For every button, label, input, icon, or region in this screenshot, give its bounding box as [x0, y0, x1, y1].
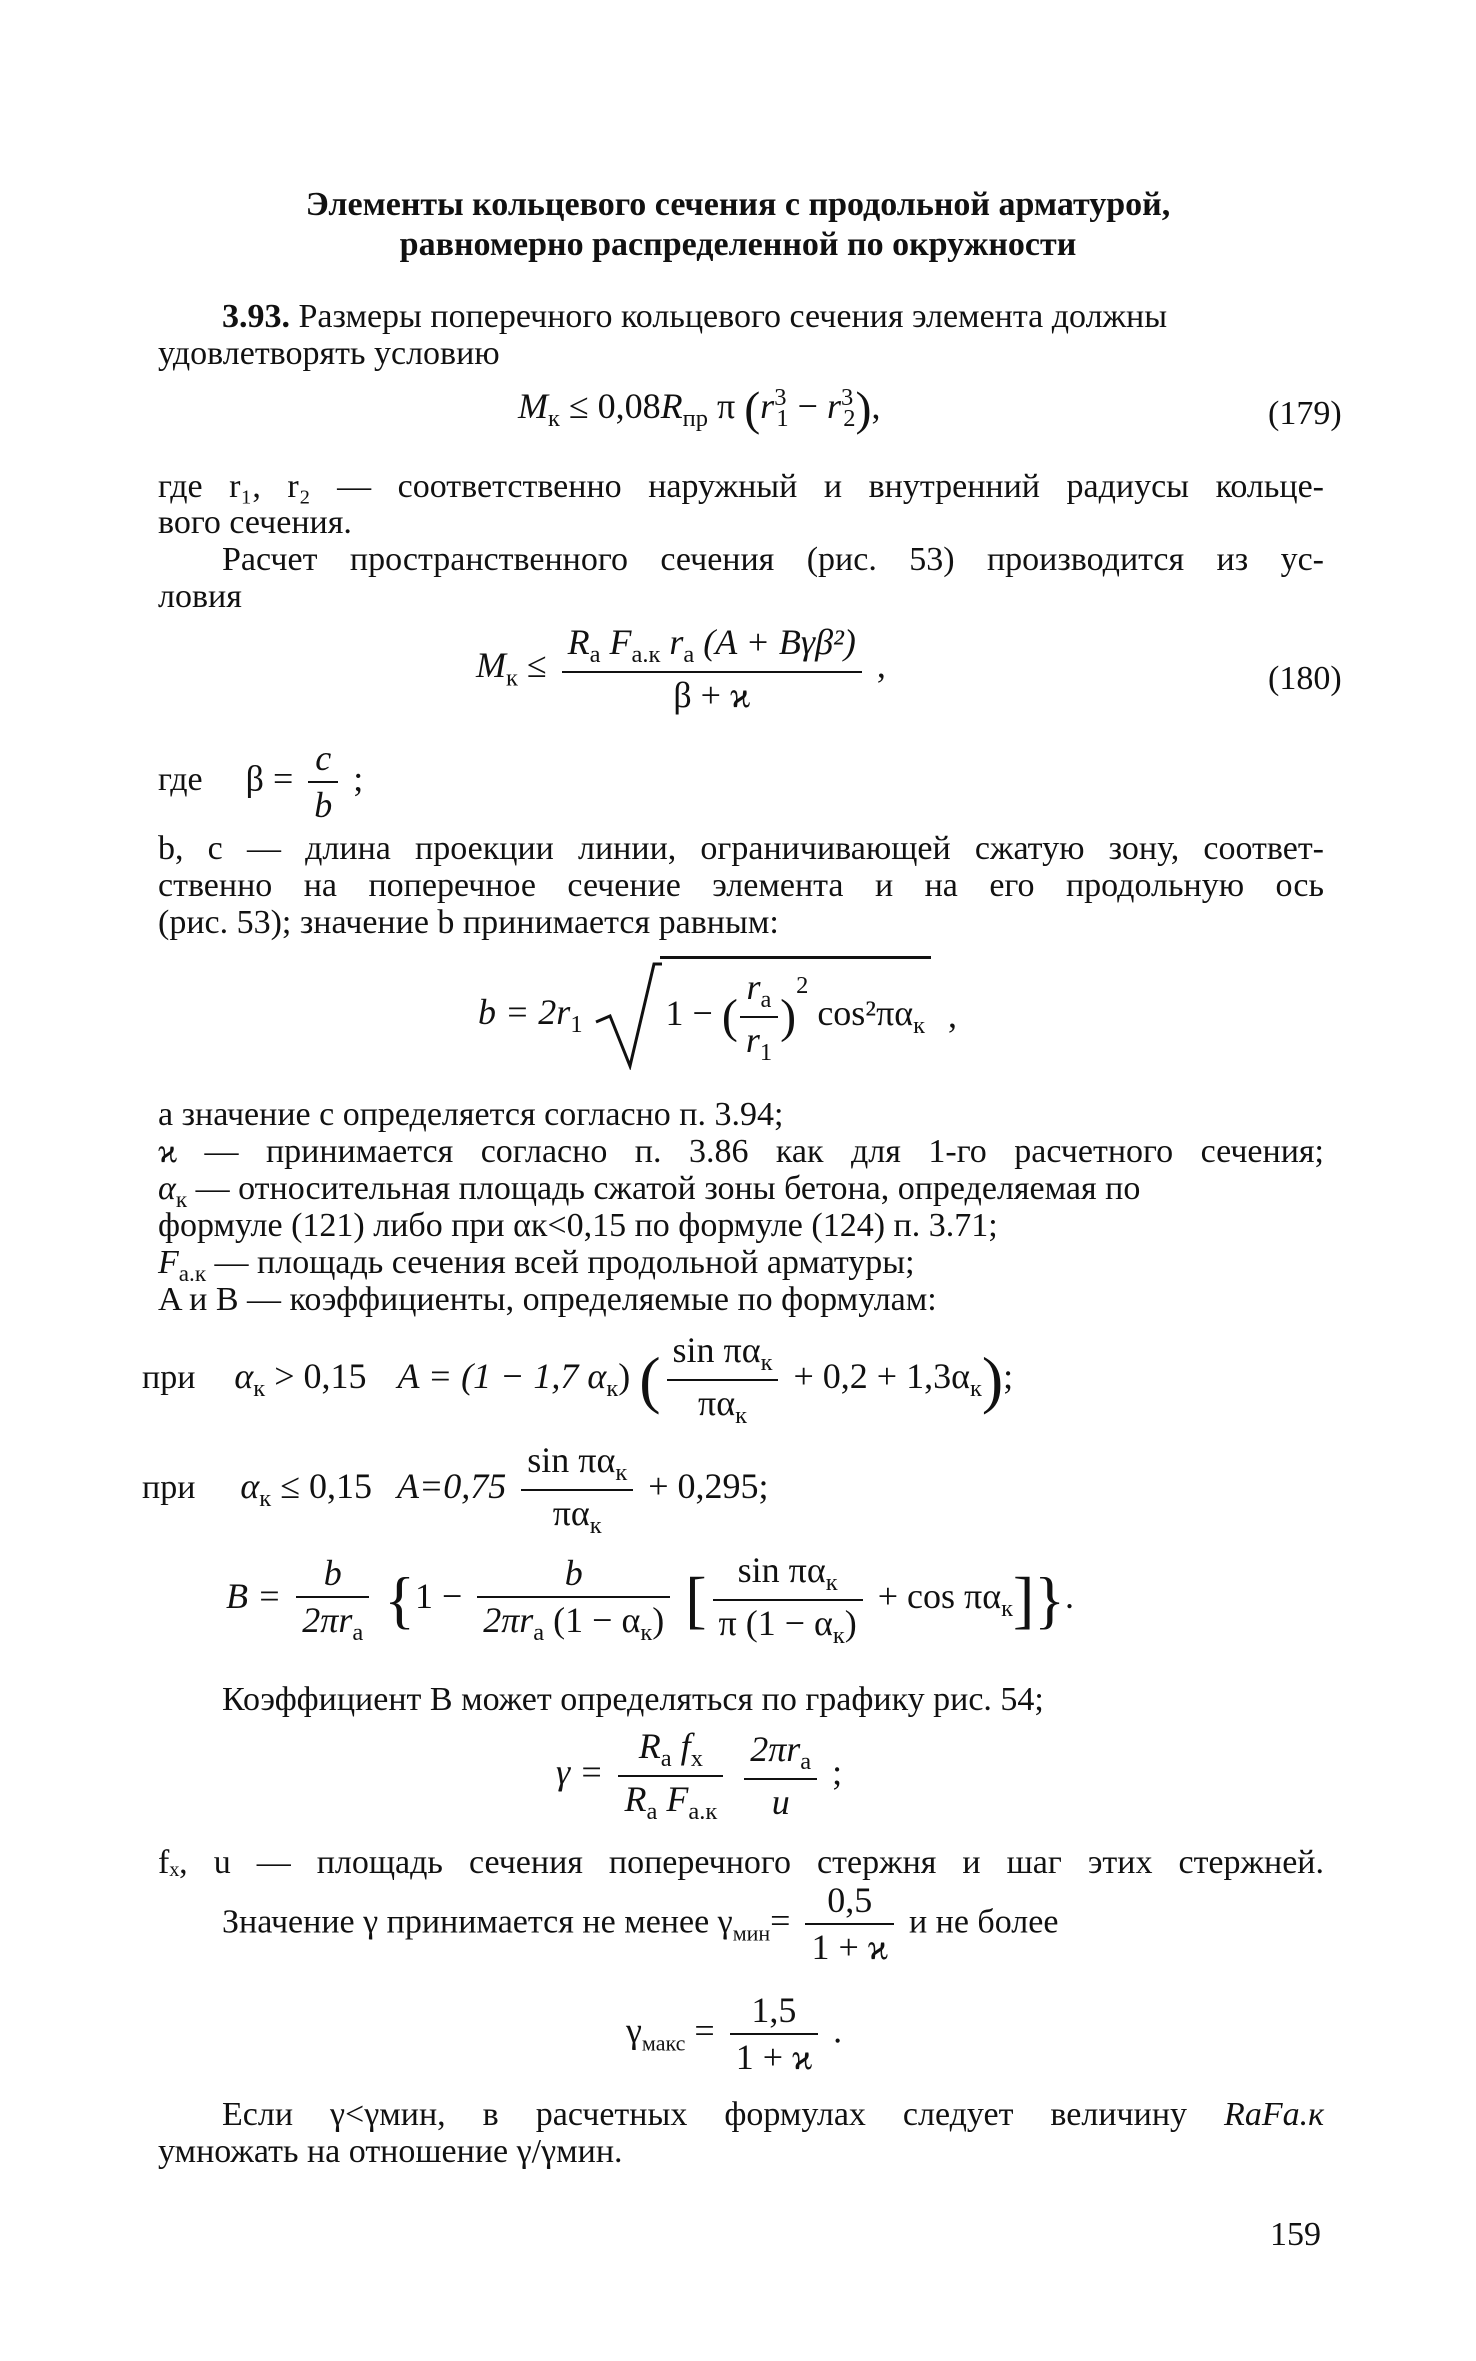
B-f2-den-rest: (1 − α: [553, 1599, 641, 1640]
eq180-num-f: F: [609, 622, 632, 662]
gamma-min-sub: мин: [732, 1920, 771, 1946]
b-ratio-den: r: [745, 1019, 760, 1060]
A1-when: при: [142, 1359, 196, 1397]
equation-gamma: [556, 1724, 842, 1828]
beta-where: где: [158, 761, 203, 799]
B-brace-open: {: [384, 1563, 415, 1635]
gamma-f1-num: R: [638, 1726, 661, 1766]
A2-cond: α: [240, 1466, 260, 1507]
def-kappa: ϰ — принимается согласно п. 3.86 как для 1-го расчетного сечения;: [158, 1133, 1324, 1170]
beta-numerator: c: [315, 738, 332, 778]
gamma-f1-den-sub: а: [646, 1797, 658, 1825]
eq179-r-sub: пр: [682, 405, 708, 433]
B-f2-den-sub2: к: [640, 1619, 653, 1647]
gamma-min-eq: =: [770, 1900, 791, 1941]
A1-cond: α: [234, 1356, 254, 1397]
fx-definition: fₓ, u — площадь сечения поперечного стержня и шаг этих стержней.: [158, 1844, 1324, 1881]
B-one-minus: 1 −: [414, 1576, 463, 1617]
eq179-paren-open: (: [744, 382, 761, 436]
gamma-min-tail: и не более: [908, 1903, 1059, 1941]
b-square: 2: [796, 971, 809, 999]
gamma-max-tail: .: [833, 2010, 843, 2051]
section-title-line-2: равномерно распределенной по окружности: [399, 226, 1077, 263]
equation-gamma-max: [626, 1988, 842, 2080]
spatial-line-1: Расчет пространственного сечения (рис. 53) производится из ус-: [222, 541, 1324, 578]
eq180-num-r: R: [567, 622, 590, 662]
equation-number-180: (180): [1268, 660, 1342, 697]
gamma-max-fraction: [730, 1988, 818, 2080]
paragraph-text: Размеры поперечного кольцевого сечения элемента должны: [298, 298, 1168, 335]
gamma-max-sub: макс: [641, 2030, 686, 2056]
gamma-max-den: 1 + ϰ: [730, 2033, 818, 2080]
final-line-1-text: Если γ<γмин, в расчетных формулах следует величину: [222, 2096, 1188, 2133]
eq179-r: R: [660, 386, 683, 426]
gamma-f1-den: R: [624, 1778, 647, 1819]
A2-when: при: [142, 1469, 196, 1507]
A2-den: πα: [552, 1492, 590, 1533]
B-fraction-2: [477, 1551, 670, 1649]
def-F-symbol: F: [158, 1244, 179, 1281]
equation-180: [476, 620, 886, 718]
bc-line-1: b, c — длина проекции линии, ограничивающей сжатую зону, соответ-: [158, 830, 1324, 867]
A2-cond-rest: ≤ 0,15: [280, 1466, 372, 1507]
eq179-paren-close: ): [855, 382, 872, 436]
def-alpha-text: — относительная площадь сжатой зоны бетона, определяемая по: [187, 1170, 1141, 1207]
A1-tail: ;: [1003, 1356, 1014, 1397]
A1-paren-open: (: [639, 1343, 661, 1415]
paragraph-3-93-line-2: удовлетворять условию: [158, 335, 500, 372]
A1-rest: + 0,2 + 1,3α: [793, 1356, 970, 1397]
eq180-lhs-sub: к: [506, 664, 518, 692]
section-title-line-1: Элементы кольцевого сечения с продольной арматурой,: [305, 186, 1171, 223]
B-f1-den-sub: а: [352, 1619, 364, 1647]
A1-num: sin πα: [672, 1330, 761, 1370]
A2-cond-sub: к: [259, 1485, 272, 1513]
B-tail: .: [1065, 1576, 1074, 1617]
gamma-f1-num-sub: а: [660, 1745, 672, 1773]
b-paren-close: ): [780, 989, 797, 1043]
B-f3-den-sub: к: [832, 1621, 845, 1649]
B-f3-num-sub: к: [825, 1569, 838, 1597]
gamma-f2-num-sub: а: [800, 1748, 812, 1776]
gamma-fraction-1: [618, 1724, 723, 1828]
def-alpha-sub: к: [175, 1186, 188, 1213]
def-F: [158, 1246, 915, 1286]
B-f2-den-close: ): [652, 1599, 665, 1640]
A2-num-sub: к: [615, 1459, 628, 1487]
B-lhs: B =: [226, 1576, 282, 1617]
beta-lhs: β =: [245, 758, 294, 799]
b-tail: ,: [948, 995, 958, 1035]
final-line-2: умножать на отношение γ/γмин.: [158, 2133, 623, 2170]
B-f1-num: b: [323, 1552, 342, 1593]
eq180-num-ra: а: [683, 641, 695, 669]
eq180-tail: ,: [876, 645, 886, 686]
b-ratio-den-sub: 1: [759, 1038, 773, 1066]
B-f3-den: π (1 − α: [718, 1602, 833, 1643]
B-brace-close: }: [1034, 1563, 1065, 1635]
B-f3-den-close: ): [844, 1602, 857, 1643]
equation-A-large-alpha: [142, 1328, 1013, 1432]
eq180-fraction: [562, 620, 862, 718]
eq179-r2: r: [826, 386, 841, 426]
A1-fraction: [667, 1328, 779, 1432]
eq179-r1: r: [760, 386, 775, 426]
A1-num-sub: к: [760, 1349, 773, 1377]
eq179-r2-sup: 3: [840, 384, 854, 411]
def-alpha-line-1: [158, 1172, 1324, 1212]
def-alpha-symbol: α: [158, 1170, 176, 1207]
eq180-rel: ≤: [526, 645, 547, 686]
where-r-line-2: вого сечения.: [158, 504, 352, 541]
eq180-num-rr: r: [669, 622, 684, 662]
where-r-line-1: где r₁, r₂ — соответственно наружный и внутренний радиусы кольце-: [158, 468, 1324, 505]
beta-tail: ;: [353, 758, 364, 799]
gamma-min-den: 1 + ϰ: [805, 1923, 893, 1970]
sqrt-sign-icon: [592, 960, 662, 1070]
b-paren-open: (: [721, 989, 738, 1043]
B-bracket-close: ]: [1012, 1563, 1035, 1635]
gamma-f1-den-Fsub: а.к: [688, 1797, 718, 1825]
equation-A-small-alpha: [142, 1438, 769, 1542]
B-fraction-1: [296, 1551, 369, 1649]
gamma-min-num: 0,5: [827, 1880, 873, 1920]
eq180-num-rest: (A + Bγβ²): [703, 622, 856, 662]
eq180-num-a: а: [589, 641, 601, 669]
final-line-1: [222, 2098, 1324, 2132]
B-plus-cos-sub: к: [1001, 1595, 1013, 1623]
A1-paren-close: ): [981, 1343, 1004, 1415]
B-plus-cos: + cos πα: [877, 1576, 1002, 1617]
A1-lhs-sub: к: [606, 1375, 619, 1403]
paragraph-3-93-line-1: [222, 300, 1324, 334]
def-alpha-line-2: формуле (121) либо при αк<0,15 по формуле (124) п. 3.71;: [158, 1207, 998, 1244]
gamma-f1-num-f: f: [680, 1726, 691, 1766]
b-lhs-sub: 1: [570, 1011, 583, 1039]
B-f1-den: 2πr: [302, 1599, 353, 1640]
A2-lhs: A=0,75: [396, 1466, 507, 1507]
eq179-tail: ,: [871, 386, 881, 426]
gamma-max-eq: =: [694, 2010, 715, 2051]
gamma-f2-num: 2πr: [750, 1728, 801, 1769]
A2-rest: + 0,295;: [648, 1466, 769, 1507]
gamma-max-lhs: γ: [626, 2010, 642, 2051]
B-fraction-3: [713, 1548, 863, 1652]
B-bracket-open: [: [685, 1563, 707, 1635]
coef-b-text: Коэффициент B может определяться по графику рис. 54;: [222, 1681, 1044, 1718]
eq180-lhs: M: [476, 645, 506, 686]
page-number: 159: [1270, 2216, 1321, 2253]
final-line-1-symbol: RаFа.к: [1224, 2096, 1324, 2133]
A2-num: sin πα: [527, 1440, 616, 1480]
sqrt-radicand: [660, 956, 931, 1069]
eq179-r1-sub: 1: [776, 405, 789, 433]
equation-179: [518, 384, 880, 434]
gamma-fraction-2: [744, 1727, 817, 1825]
eq180-numerator: [562, 620, 862, 671]
A1-rest-sub: к: [969, 1375, 982, 1403]
A1-lhs-close: ): [618, 1356, 631, 1397]
eq179-lhs-sub: к: [548, 405, 560, 433]
gamma-f1-den-F: F: [666, 1778, 689, 1819]
A2-fraction: [521, 1438, 633, 1542]
B-f2-num: b: [564, 1552, 583, 1593]
gamma-f2-den: u: [744, 1778, 817, 1825]
gamma-max-num: 1,5: [751, 1990, 797, 2030]
eq179-pi: π: [717, 386, 736, 426]
paragraph-number: 3.93.: [222, 298, 290, 335]
B-f3-num: sin πα: [737, 1550, 826, 1590]
B-f2-den: 2πr: [483, 1599, 534, 1640]
eq180-denominator: β + ϰ: [562, 671, 862, 718]
def-c: а значение c определяется согласно п. 3.94;: [158, 1096, 784, 1133]
eq179-r1-sup: 3: [774, 384, 787, 411]
eq179-minus: −: [797, 386, 818, 426]
b-lhs: b = 2r: [478, 991, 571, 1032]
B-f2-den-sub: а: [533, 1619, 545, 1647]
gamma-tail: ;: [832, 1752, 843, 1793]
b-ratio-num-sub: а: [760, 985, 772, 1013]
gamma-min-lead: Значение γ принимается не менее γ: [222, 1903, 733, 1941]
equation-gamma-min: [222, 1878, 1058, 1970]
A2-den-sub: к: [589, 1511, 602, 1539]
eq179-rel: ≤ 0,08: [568, 386, 661, 426]
equation-number-179: (179): [1268, 395, 1342, 432]
bc-line-2: ственно на поперечное сечение элемента и на его продольную ось: [158, 867, 1324, 904]
b-cos: cos²πα: [817, 992, 914, 1033]
spatial-line-2: ловия: [158, 578, 242, 615]
b-cos-sub: к: [913, 1011, 926, 1039]
eq179-lhs: M: [518, 386, 548, 426]
bc-line-3: (рис. 53); значение b принимается равным:: [158, 904, 779, 941]
b-one-minus: 1 −: [665, 992, 713, 1033]
beta-fraction: [308, 736, 338, 828]
eq180-num-ak: а.к: [631, 641, 661, 669]
gamma-f1-num-fsub: x: [690, 1745, 703, 1773]
beta-denominator: b: [308, 781, 338, 828]
A1-den-sub: к: [735, 1401, 747, 1429]
equation-B: [226, 1548, 1074, 1652]
def-F-sub: а.к: [178, 1260, 207, 1287]
def-F-text: — площадь сечения всей продольной арматуры;: [206, 1244, 915, 1281]
A1-den: πα: [698, 1382, 736, 1423]
equation-beta: [158, 736, 363, 828]
gamma-min-fraction: [805, 1878, 893, 1970]
def-AB: A и B — коэффициенты, определяемые по формулам:: [158, 1281, 937, 1318]
A1-cond-rest: > 0,15: [274, 1356, 367, 1397]
gamma-lhs: γ =: [556, 1752, 604, 1793]
eq179-r2-sub: 2: [843, 405, 856, 433]
b-ratio-fraction: [740, 965, 778, 1069]
A1-cond-sub: к: [253, 1375, 266, 1403]
equation-b: [478, 960, 957, 1070]
A1-lhs: A = (1 − 1,7 α: [397, 1356, 607, 1397]
b-ratio-num: r: [746, 966, 761, 1007]
